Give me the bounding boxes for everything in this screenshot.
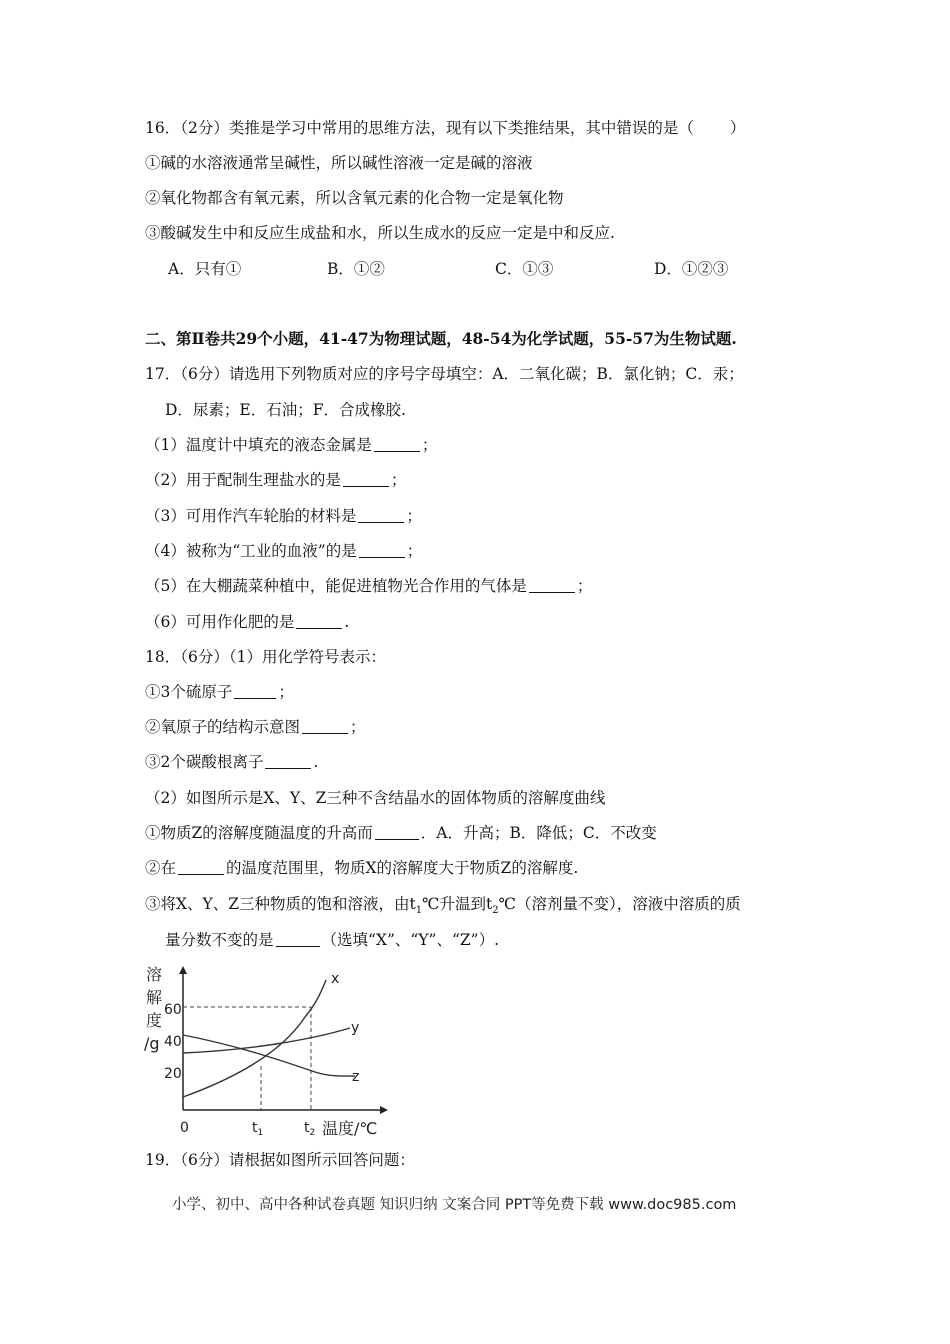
q17-part-2-end: ；	[390, 471, 407, 489]
q17-part-6	[145, 612, 349, 632]
q18-p1-3-text: ③2个碳酸根离子	[145, 753, 264, 771]
q17-part-1-end: ；	[421, 436, 438, 454]
q17-part-6-text: （6）可用作化肥的是	[145, 613, 295, 631]
y-tick-label: 40	[164, 1034, 182, 1050]
q17-stem-2: D．尿素；E．石油；F．合成橡胶.	[165, 401, 406, 419]
q18-p2-3-text-3: ℃（溶剂量不变），溶液中溶质的质	[498, 895, 741, 913]
answer-blank[interactable]	[234, 683, 276, 699]
q17-part-4	[145, 541, 422, 561]
q16-option-d: D．①②③	[654, 260, 729, 278]
q17-part-1-text: （1）温度计中填充的液态金属是	[145, 436, 372, 454]
xlabel: 温度/℃	[322, 1119, 378, 1138]
answer-blank[interactable]	[529, 577, 575, 593]
q17-part-5-end: ；	[576, 577, 593, 595]
y-tick-label: 60	[164, 1002, 182, 1018]
q17-part-1	[145, 435, 437, 455]
x-axis-arrow	[380, 1106, 388, 1114]
q17-part-5-text: （5）在大棚蔬菜种植中，能促进植物光合作用的气体是	[145, 577, 527, 595]
q17-part-4-text: （4）被称为“工业的血液”的是	[145, 542, 357, 560]
answer-blank[interactable]	[178, 859, 224, 875]
ylabel-char: 度	[146, 1011, 163, 1030]
ylabel-char: 溶	[146, 965, 163, 984]
answer-blank[interactable]	[359, 542, 405, 558]
answer-blank[interactable]	[375, 824, 419, 840]
q18-p1-3-end: .	[313, 753, 319, 771]
q16-item-3: ③酸碱发生中和反应生成盐和水，所以生成水的反应一定是中和反应.	[145, 224, 615, 242]
q16-option-a: A．只有①	[168, 260, 242, 278]
x-tick-label-t1: $t_1$	[252, 1120, 264, 1138]
q18-p2-stem: （2）如图所示是X、Y、Z三种不含结晶水的固体物质的溶解度曲线	[145, 789, 606, 807]
q18-p2-3b-text: 量分数不变的是	[165, 931, 274, 949]
q16-item-1: ①碱的水溶液通常呈碱性，所以碱性溶液一定是碱的溶液	[145, 154, 533, 172]
q18-p2-3-sub-1: 1	[415, 905, 423, 917]
answer-blank[interactable]	[343, 471, 389, 487]
q18-p1-1-text: ①3个硫原子	[145, 683, 233, 701]
q16-option-c: C．①③	[495, 260, 554, 278]
q18-p2-2-rest: 的温度范围里，物质X的溶解度大于物质Z的溶解度.	[226, 859, 579, 877]
q18-p2-3b	[165, 930, 499, 950]
q17-stem-1: 17．（6分）请选用下列物质对应的序号字母填空：A．二氧化碳；B．氯化钠；C．汞；	[145, 365, 744, 383]
x-tick-label-t2: $t_2$	[304, 1120, 316, 1138]
ylabel-char: 解	[146, 988, 163, 1007]
q17-part-5	[145, 576, 592, 596]
y-tick-label: 20	[164, 1066, 182, 1082]
q16-stem-text: 16．（2分）类推是学习中常用的思维方法，现有以下类推结果，其中错误的是（	[145, 119, 694, 137]
q18-p1-1	[145, 682, 294, 702]
q18-p1-2	[145, 717, 366, 737]
q16-option-b: B．①②	[327, 260, 385, 278]
q17-part-3-end: ；	[406, 507, 422, 525]
page-footer: 小学、初中、高中各种试卷真题 知识归纳 文案合同 PPT等免费下载 www.doc985.com	[172, 1197, 737, 1213]
x-tick-label: 0	[180, 1120, 189, 1136]
y-axis-arrow	[179, 966, 187, 974]
q18-p1-1-end: ；	[278, 683, 294, 701]
answer-blank[interactable]	[296, 613, 342, 629]
series-z-curve	[183, 1035, 355, 1076]
ylabel-char: /g	[144, 1034, 160, 1053]
answer-blank[interactable]	[302, 718, 348, 734]
q16-item-2: ②氧化物都含有氧元素，所以含氧元素的化合物一定是氧化物	[145, 189, 564, 207]
q18-p1-2-text: ②氧原子的结构示意图	[145, 718, 301, 736]
q18-p2-3-text-1: ③将X、Y、Z三种物质的饱和溶液，由t	[145, 895, 416, 913]
q18-p2-3b-rest: （选填“X”、“Y”、“Z”）.	[321, 931, 500, 949]
q18-p2-2-text: ②在	[145, 859, 177, 877]
series-label-x: x	[331, 971, 340, 987]
q18-p2-2	[145, 858, 578, 878]
answer-blank[interactable]	[374, 436, 420, 452]
q18-p2-1-text: ①物质Z的溶解度随温度的升高而	[145, 824, 373, 842]
answer-blank[interactable]	[265, 753, 311, 769]
q18-p2-1	[145, 823, 657, 843]
q18-p2-1-options: ．A．升高；B．降低；C．不改变	[420, 824, 657, 842]
q18-p2-3a	[145, 894, 741, 921]
section-2-heading: 二、第Ⅱ卷共29个小题，41-47为物理试题，48-54为化学试题，55-57为生物试题.	[145, 329, 737, 348]
q16-stem-close: ）	[729, 119, 746, 137]
q17-part-4-end: ；	[406, 542, 423, 560]
q19-stem: 19．（6分）请根据如图所示回答问题：	[145, 1151, 415, 1169]
q18-p2-3-text-2: ℃升温到t	[422, 895, 493, 913]
q17-part-3-text: （3）可用作汽车轮胎的材料是	[145, 507, 357, 525]
solubility-chart	[140, 960, 400, 1140]
answer-blank[interactable]	[276, 931, 320, 947]
q17-part-2-text: （2）用于配制生理盐水的是	[145, 471, 341, 489]
q16-stem	[145, 118, 745, 138]
q18-p2-3-sub-2: 2	[492, 905, 499, 917]
q18-stem: 18．（6分）（1）用化学符号表示：	[145, 648, 386, 666]
q17-part-6-end: .	[344, 613, 350, 631]
q18-p1-3	[145, 752, 318, 772]
series-label-z: z	[352, 1069, 360, 1085]
q17-part-2	[145, 470, 406, 490]
q17-part-3	[145, 506, 422, 526]
answer-blank[interactable]	[358, 507, 404, 523]
series-label-y: y	[351, 1020, 360, 1036]
q18-p1-2-end: ；	[350, 718, 366, 736]
